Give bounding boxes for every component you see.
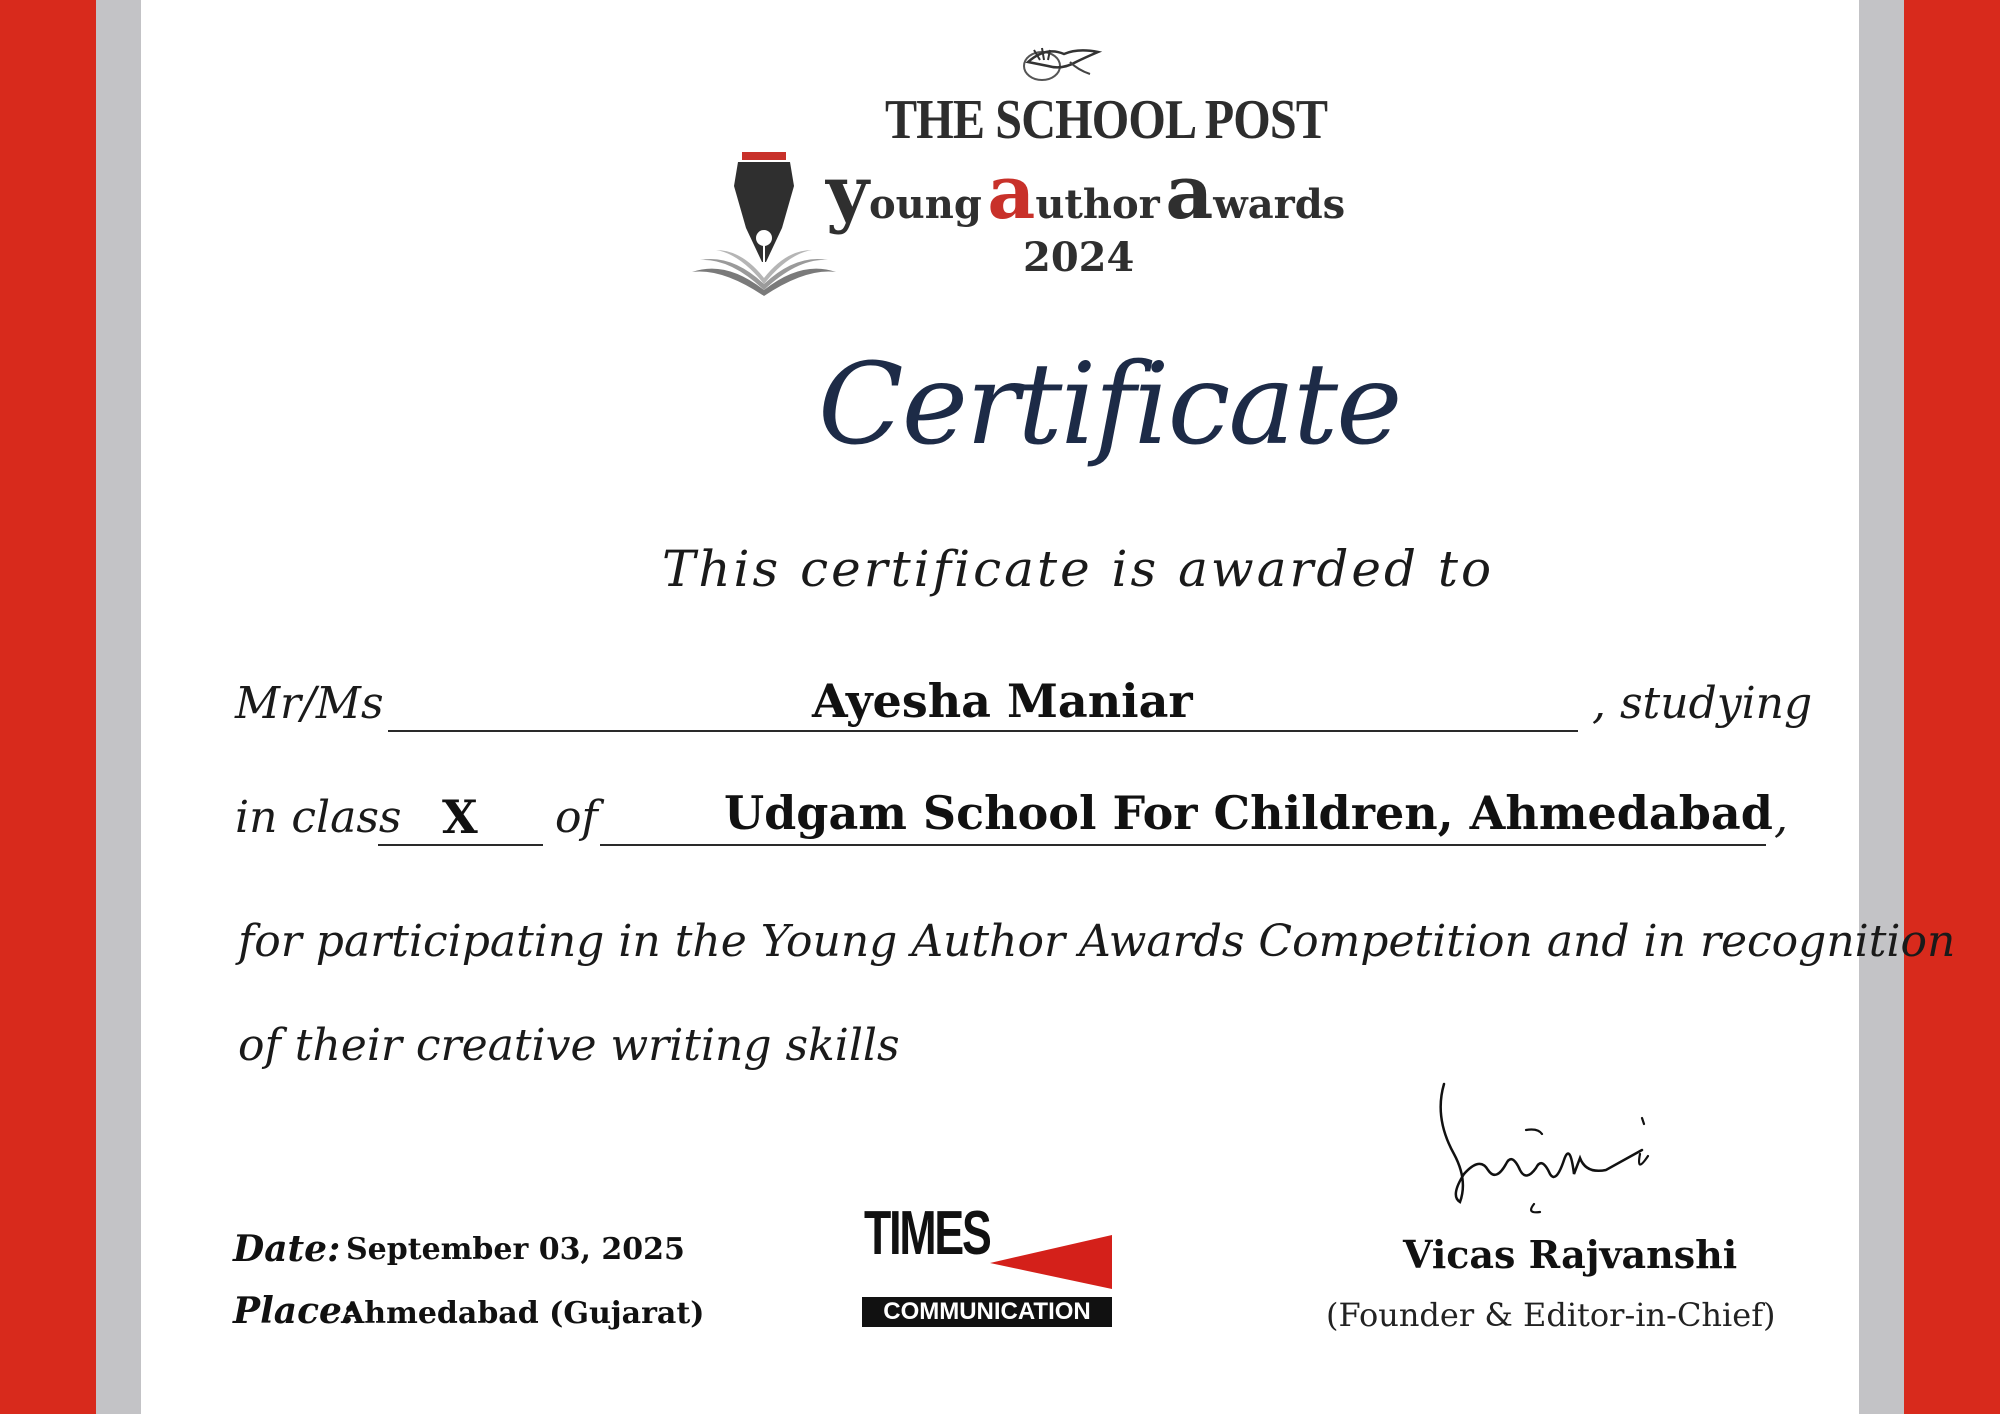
comma-text: , — [1774, 792, 1788, 843]
mr-ms-label: Mr/Ms — [235, 678, 384, 729]
class-underline — [378, 844, 543, 846]
communication-banner: COMMUNICATION — [862, 1297, 1112, 1327]
bird-icon — [1018, 40, 1104, 86]
name-underline — [388, 730, 1578, 732]
award-letter-y: y — [826, 150, 869, 236]
times-logo-text: TIMES — [864, 1199, 990, 1268]
place-label: Place: — [233, 1290, 356, 1332]
times-communication-logo — [860, 1199, 1116, 1327]
certificate-title: Certificate — [818, 340, 1401, 470]
school-name: Udgam School For Children, Ahmedabad — [724, 786, 1773, 840]
signer-role: (Founder & Editor-in-Chief) — [1326, 1296, 1776, 1334]
signer-name: Vicas Rajvanshi — [1403, 1232, 1738, 1277]
award-name — [826, 150, 1345, 236]
of-label: of — [555, 792, 598, 843]
participation-text-1: for participating in the Young Author Awards Competition and in recognition — [238, 916, 1956, 967]
award-word-uthor: uthor — [1035, 181, 1160, 228]
awarded-to-text: This certificate is awarded to — [662, 540, 1495, 598]
date-label: Date: — [233, 1228, 341, 1270]
award-year: 2024 — [1023, 234, 1135, 281]
pen-nib-book-icon — [686, 150, 842, 306]
in-class-label: in class — [235, 792, 402, 843]
right-gray-border — [1859, 0, 1904, 1414]
participation-text-2: of their creative writing skills — [238, 1020, 900, 1071]
left-gray-border — [96, 0, 141, 1414]
right-red-border — [1904, 0, 2000, 1414]
award-letter-a1: a — [987, 150, 1036, 236]
award-word-oung: oung — [869, 181, 982, 228]
school-underline — [600, 844, 1766, 846]
left-red-border — [0, 0, 96, 1414]
publication-name: THE SCHOOL POST — [885, 89, 1328, 151]
place-value: Ahmedabad (Gujarat) — [341, 1296, 705, 1331]
signature-mark — [1430, 1078, 1670, 1216]
class-value: X — [442, 790, 478, 844]
date-value: September 03, 2025 — [346, 1232, 685, 1267]
recipient-name: Ayesha Maniar — [812, 674, 1193, 728]
studying-text: , studying — [1592, 678, 1813, 729]
red-triangle-icon — [990, 1235, 1114, 1289]
award-word-wards: wards — [1213, 181, 1346, 228]
award-letter-a2: a — [1165, 150, 1214, 236]
